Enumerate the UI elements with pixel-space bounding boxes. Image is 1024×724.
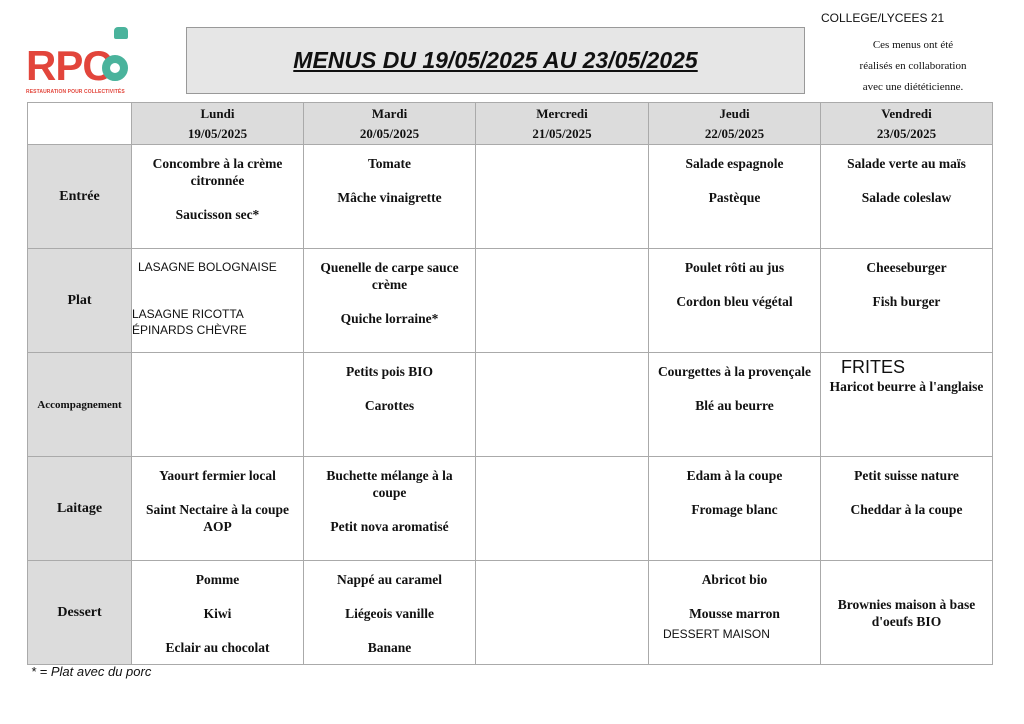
menu-cell xyxy=(649,561,821,665)
menu-item: Courgettes à la provençale xyxy=(657,364,812,379)
row-label: Dessert xyxy=(28,561,132,665)
menu-item: Edam à la coupe xyxy=(686,468,783,483)
day-name: Mardi xyxy=(371,105,408,121)
dietitian-note xyxy=(838,35,988,98)
menu-cell xyxy=(304,457,476,561)
menu-item: Banane xyxy=(367,640,412,655)
logo-subtitle: RESTAURATION POUR COLLECTIVITÉS xyxy=(26,89,125,95)
menu-item: Salade espagnole xyxy=(685,156,784,171)
menu-cell xyxy=(304,353,476,457)
laitage-row xyxy=(28,457,993,561)
menu-item: Nappé au caramel xyxy=(337,572,442,587)
menu-item: Cordon bleu végétal xyxy=(676,294,793,309)
menu-item: Eclair au chocolat xyxy=(165,640,270,655)
menu-item: Saucisson sec* xyxy=(175,207,260,222)
menu-cell xyxy=(476,145,649,249)
menu-cell xyxy=(132,145,304,249)
menu-cell xyxy=(304,561,476,665)
menu-item: Mousse marron xyxy=(689,606,780,621)
menu-cell xyxy=(476,353,649,457)
menu-cell xyxy=(649,353,821,457)
logo xyxy=(24,25,136,101)
row-label: Accompagnement xyxy=(28,353,132,457)
menu-cell xyxy=(821,457,993,561)
accompagnement-row xyxy=(28,353,993,457)
row-label: Entrée xyxy=(28,145,132,249)
menu-cell xyxy=(476,249,649,353)
menu-item: Saint Nectaire à la coupe AOP xyxy=(146,502,289,534)
day-name: Vendredi xyxy=(881,105,932,121)
menu-cell xyxy=(476,457,649,561)
college-label: COLLEGE/LYCEES 21 xyxy=(821,11,945,25)
menu-item: LASAGNE BOLOGNAISE xyxy=(138,260,277,274)
menu-cell xyxy=(821,561,993,665)
menu-item: Quenelle de carpe sauce crème xyxy=(320,260,459,292)
plat-row xyxy=(28,249,993,353)
note-line: Ces menus ont été xyxy=(872,39,954,51)
menu-item: Carottes xyxy=(364,398,415,413)
day-header xyxy=(476,103,649,145)
menu-cell xyxy=(821,249,993,353)
day-date: 21/05/2025 xyxy=(532,125,592,141)
day-header xyxy=(132,103,304,145)
menu-item: Salade verte au maïs xyxy=(847,156,966,171)
menu-cell xyxy=(476,561,649,665)
plate-icon xyxy=(102,55,128,81)
menu-item: Pastèque xyxy=(708,190,761,205)
menu-item: Kiwi xyxy=(203,606,232,621)
menu-cell xyxy=(132,457,304,561)
menu-item: Fromage blanc xyxy=(691,502,778,517)
menu-item: Buchette mélange à la coupe xyxy=(326,468,453,500)
menu-cell xyxy=(304,249,476,353)
menu-item: Concombre à la crème citronnée xyxy=(152,156,283,188)
menu-item: Poulet rôti au jus xyxy=(684,260,785,275)
day-name: Jeudi xyxy=(719,105,750,121)
menu-cell xyxy=(132,249,304,353)
menu-table xyxy=(27,102,993,665)
footnote: * = Plat avec du porc xyxy=(31,664,152,679)
day-name: Mercredi xyxy=(536,105,588,121)
title-box xyxy=(186,27,805,94)
menu-item: Haricot beurre à l'anglaise xyxy=(829,379,984,394)
menu-cell xyxy=(304,145,476,249)
menu-item: Petits pois BIO xyxy=(345,364,433,379)
logo-text: RPC xyxy=(26,42,112,89)
day-name: Lundi xyxy=(200,105,235,121)
menu-item: Blé au beurre xyxy=(695,398,774,413)
menu-item: Mâche vinaigrette xyxy=(337,190,442,205)
menu-item: DESSERT MAISON xyxy=(663,627,770,641)
menu-cell xyxy=(132,561,304,665)
menu-item: Cheeseburger xyxy=(866,260,947,275)
entree-row xyxy=(28,145,993,249)
menu-item: Salade coleslaw xyxy=(861,190,952,205)
menu-item: Tomate xyxy=(368,156,411,171)
menu-cell xyxy=(649,457,821,561)
row-label: Plat xyxy=(28,249,132,353)
menu-item: LASAGNE RICOTTA ÉPINARDS CHÈVRE xyxy=(132,307,247,337)
day-date: 23/05/2025 xyxy=(876,125,937,141)
dessert-row xyxy=(28,561,993,665)
day-header xyxy=(649,103,821,145)
menu-item: Petit nova aromatisé xyxy=(330,519,449,534)
day-date: 22/05/2025 xyxy=(704,125,765,141)
chef-hat-icon xyxy=(114,27,128,39)
menu-item: Quiche lorraine* xyxy=(340,311,439,326)
corner-cell xyxy=(28,103,132,145)
page-title: MENUS DU 19/05/2025 AU 23/05/2025 xyxy=(293,47,698,73)
menu-item: Abricot bio xyxy=(701,572,768,587)
menu-item: Fish burger xyxy=(872,294,941,309)
note-line: avec une diététicienne. xyxy=(862,81,964,93)
day-header xyxy=(304,103,476,145)
day-date: 19/05/2025 xyxy=(187,125,248,141)
menu-item: Cheddar à la coupe xyxy=(850,502,963,517)
menu-item: Liégeois vanille xyxy=(345,606,434,621)
menu-cell xyxy=(821,145,993,249)
menu-item: Yaourt fermier local xyxy=(159,468,276,483)
day-date: 20/05/2025 xyxy=(359,125,420,141)
menu-item: FRITES xyxy=(841,357,906,377)
day-header xyxy=(821,103,993,145)
note-line: réalisés en collaboration xyxy=(859,60,967,72)
row-label: Laitage xyxy=(28,457,132,561)
menu-cell xyxy=(132,353,304,457)
menu-item: Pomme xyxy=(195,572,240,587)
menu-cell xyxy=(649,145,821,249)
menu-item: Petit suisse nature xyxy=(854,468,959,483)
menu-cell xyxy=(649,249,821,353)
menu-cell xyxy=(821,353,993,457)
header-row xyxy=(28,103,993,145)
menu-item: Brownies maison à base d'oeufs BIO xyxy=(837,596,976,629)
